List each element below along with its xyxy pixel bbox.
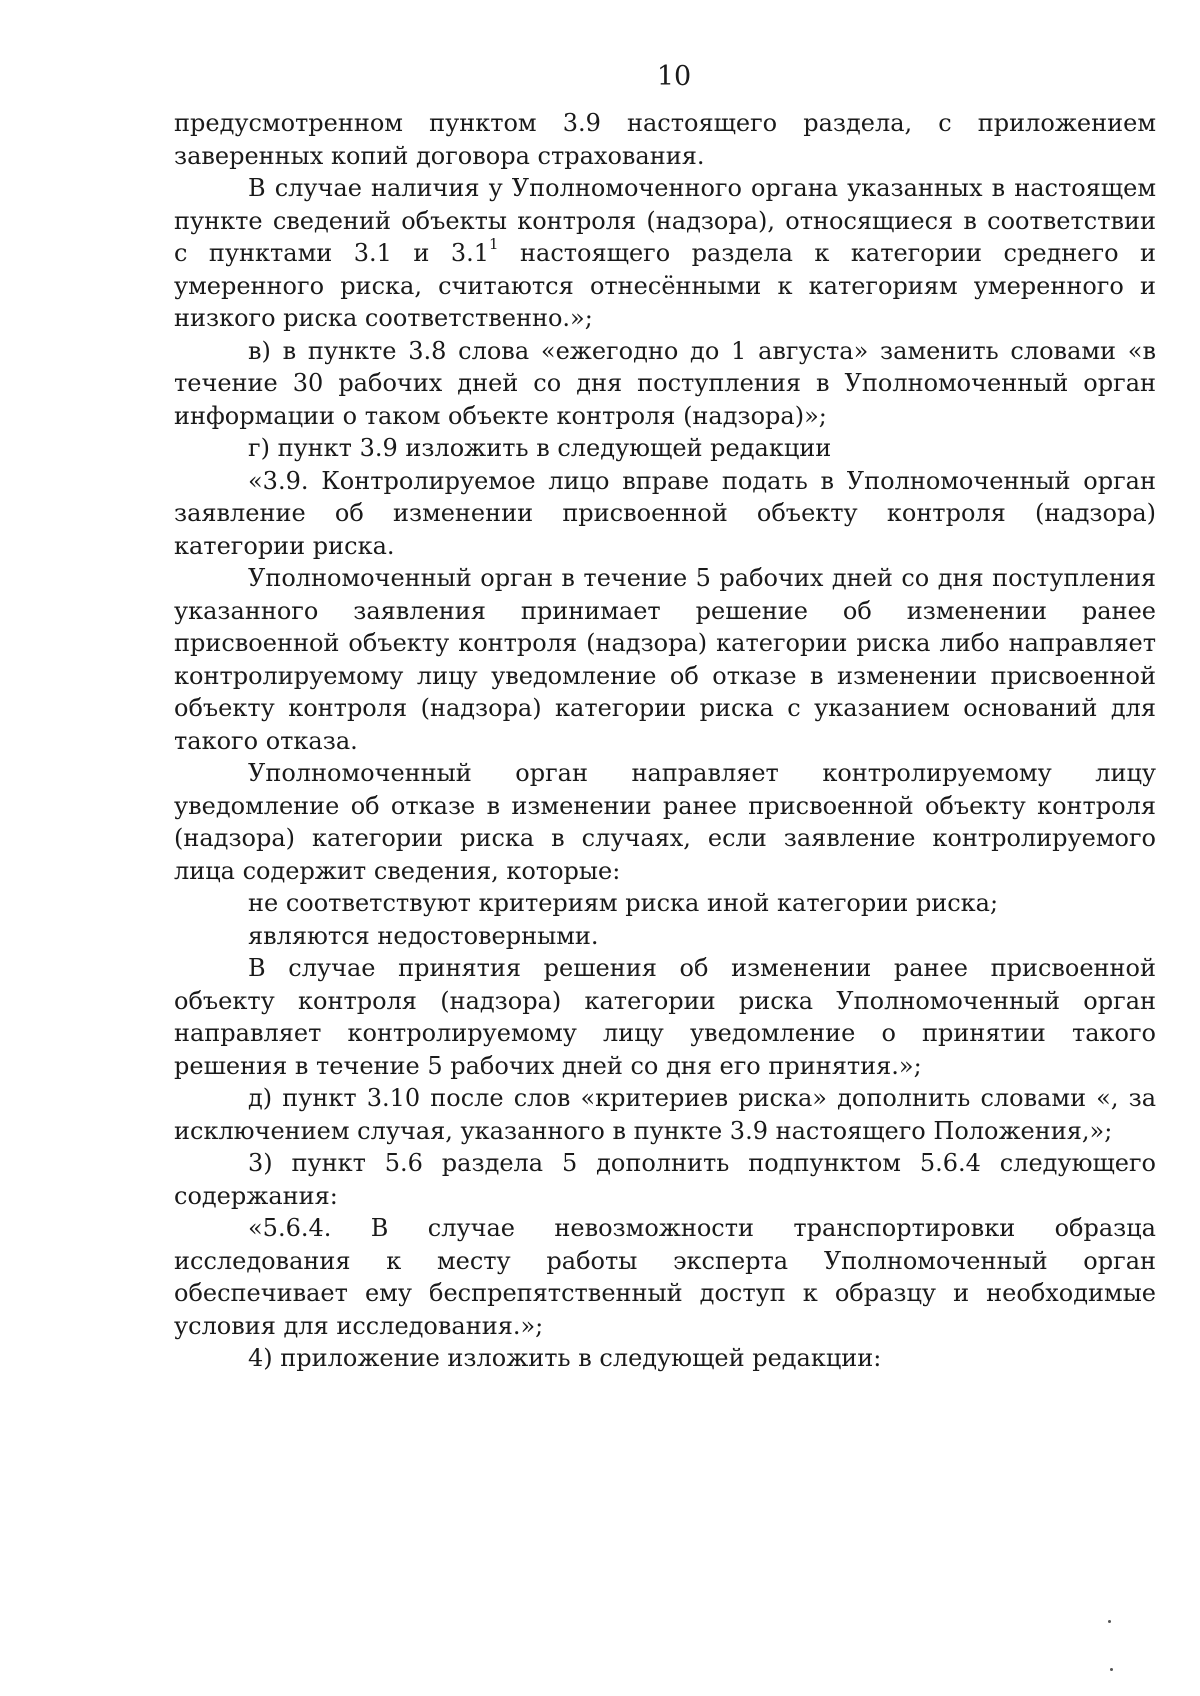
paragraph-10: В случае принятия решения об изменении ранее присвоенной объекту контроля (надзора) категории риска Уполномоченный орган направляет контролируемому лицу уведомление о принятии такого решения в течение 5 рабочих дней со дня его принятия.»; <box>174 954 1156 1080</box>
paragraph-11: д) пункт 3.10 после слов «критериев риска» дополнить словами «, за исключением случая, указанного в пункте 3.9 настоящего Положения,»; <box>174 1084 1156 1145</box>
paragraph-2-text-before: В случае наличия у Уполномоченного органа указанных в настоящем пункте сведений объекты контроля (надзора), относящиеся в соответствии с пунктами 3.1 и 3.1 <box>174 174 1156 267</box>
scan-speck-2 <box>1110 1668 1113 1671</box>
paragraph-12: 3) пункт 5.6 раздела 5 дополнить подпунктом 5.6.4 следующего содержания: <box>174 1149 1156 1210</box>
document-body <box>174 107 1156 1375</box>
paragraph-9: являются недостоверными. <box>248 921 599 950</box>
paragraph-7: Уполномоченный орган направляет контролируемому лицу уведомление об отказе в изменении ранее присвоенной объекту контроля (надзора) категории риска в случаях, если заявление контролируемого лица содержит сведения, которые: <box>174 759 1156 885</box>
paragraph-2-superscript: 1 <box>489 235 499 253</box>
paragraph-1: предусмотренном пунктом 3.9 настоящего раздела, с приложением заверенных копий договора страхования. <box>174 109 1156 170</box>
paragraph-8: не соответствуют критериям риска иной категории риска; <box>248 889 999 917</box>
scan-speck-1 <box>1108 1620 1111 1623</box>
paragraph-2-text-after: настоящего раздела к категории среднего и умеренного риска, считаются отнесёнными к категориям умеренного и низкого риска соответственно.»; <box>174 239 1156 332</box>
page-number: 10 <box>656 61 692 92</box>
paragraph-2 <box>174 172 1156 335</box>
paragraph-13: «5.6.4. В случае невозможности транспортировки образца исследования к месту работы эксперта Уполномоченный орган обеспечивает ему беспрепятственный доступ к образцу и необходимые условия для исследования.»; <box>174 1214 1156 1340</box>
paragraph-14: 4) приложение изложить в следующей редакции: <box>248 1344 882 1372</box>
paragraph-6: Уполномоченный орган в течение 5 рабочих дней со дня поступления указанного заявления принимает решение об изменении ранее присвоенной объекту контроля (надзора) категории риска либо направляет контролируемому лицу уведомление об отказе в изменении присвоенной объекту контроля (надзора) категории риска с указанием оснований для такого отказа. <box>174 564 1156 755</box>
paragraph-3: в) в пункте 3.8 слова «ежегодно до 1 августа» заменить словами «в течение 30 рабочих дней со дня поступления в Уполномоченный орган информации о таком объекте контроля (надзора)»; <box>174 336 1156 430</box>
paragraph-5: «3.9. Контролируемое лицо вправе подать в Уполномоченный орган заявление об изменении присвоенной объекту контроля (надзора) категории риска. <box>174 466 1156 560</box>
paragraph-4: г) пункт 3.9 изложить в следующей редакции <box>248 434 832 462</box>
